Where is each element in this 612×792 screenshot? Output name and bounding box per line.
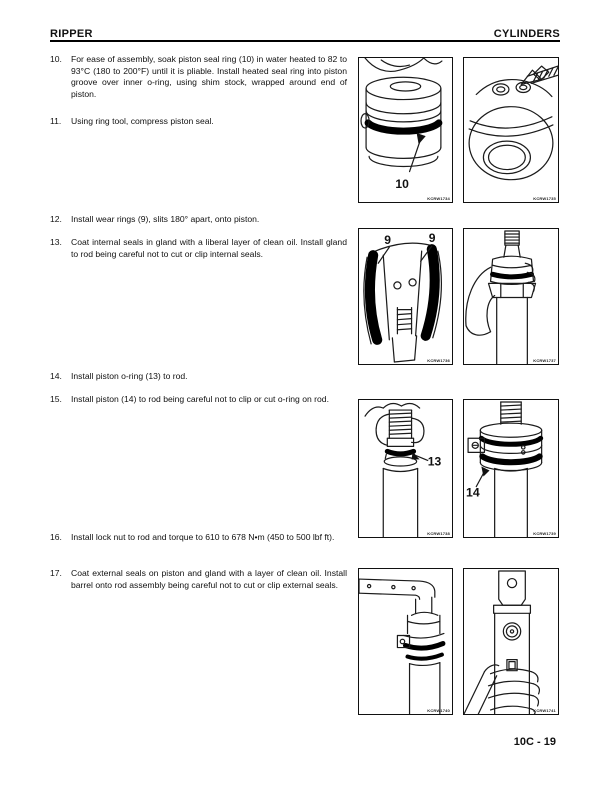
figure-caption: KCRW1737 xyxy=(533,358,556,363)
instruction-step-16 xyxy=(50,532,347,544)
callout-label: 14 xyxy=(466,485,480,500)
figure-frame-8 xyxy=(463,568,559,715)
figure-frame-5 xyxy=(358,399,453,538)
step-number: 13. xyxy=(50,237,62,247)
figure-frame-7 xyxy=(358,568,453,715)
step-text: Coat external seals on piston and gland with a layer of clean oil. Install barrel onto rod assembly being careful not to cut or clip external seals. xyxy=(71,568,347,590)
gland-install-illustration xyxy=(464,229,558,364)
instruction-step-12 xyxy=(50,214,347,226)
figure-frame-6 xyxy=(463,399,559,538)
step-text: Install wear rings (9), slits 180° apart, onto piston. xyxy=(71,214,260,224)
figure-caption: KCRW1734 xyxy=(427,196,450,201)
piston-seal-ring-illustration xyxy=(359,58,452,202)
callout-label: 9 xyxy=(428,231,436,246)
instruction-step-13 xyxy=(50,237,347,260)
o-ring-install-illustration xyxy=(359,400,452,537)
figure-caption: KCRW1736 xyxy=(427,358,450,363)
step-text: Install lock nut to rod and torque to 610 to 678 N•m (450 to 500 lbf ft). xyxy=(71,532,335,542)
step-number: 14. xyxy=(50,371,62,381)
step-number: 16. xyxy=(50,532,62,542)
instruction-step-11 xyxy=(50,116,347,128)
header-section-left: RIPPER xyxy=(50,28,93,40)
step-text: Using ring tool, compress piston seal. xyxy=(71,116,214,126)
instruction-step-15 xyxy=(50,394,347,406)
instruction-step-17 xyxy=(50,568,347,591)
page-number: 10C - 19 xyxy=(513,736,556,748)
step-text: Install piston (14) to rod being careful not to clip or cut o-ring on rod. xyxy=(71,394,329,404)
figure-caption: KCRW1741 xyxy=(533,708,556,713)
figure-caption: KCRW1735 xyxy=(533,196,556,201)
header-rule xyxy=(50,40,560,42)
step-number: 15. xyxy=(50,394,62,404)
figure-frame-3 xyxy=(358,228,453,365)
step-number: 17. xyxy=(50,568,62,578)
figure-caption: KCRW1739 xyxy=(533,531,556,536)
figure-frame-1 xyxy=(358,57,453,203)
instruction-step-10 xyxy=(50,54,347,100)
barrel-install-illustration xyxy=(464,569,558,714)
ring-tool-illustration xyxy=(464,58,558,202)
callout-label: 13 xyxy=(427,454,442,469)
piston-install-illustration xyxy=(464,400,558,537)
step-text: Coat internal seals in gland with a liberal layer of clean oil. Install gland to rod being careful not to cut or clip internal seals. xyxy=(71,237,347,259)
step-number: 11. xyxy=(50,116,62,126)
callout-label: 9 xyxy=(384,233,392,248)
header-section-right: CYLINDERS xyxy=(493,28,560,40)
figure-caption: KCRW1740 xyxy=(427,708,450,713)
callout-label: 10 xyxy=(395,176,409,191)
step-text: Install piston o-ring (13) to rod. xyxy=(71,371,188,381)
figure-frame-2 xyxy=(463,57,559,203)
figure-frame-4 xyxy=(463,228,559,365)
instruction-step-14 xyxy=(50,371,347,383)
step-text: For ease of assembly, soak piston seal ring (10) in water heated to 82 to 93°C (180 to 200°F) until it is pliable. Install heated seal ring into piston groove over inner o-ring, using shim stock, wrapped around end of piston. xyxy=(71,54,347,99)
lock-nut-torque-illustration xyxy=(359,569,452,714)
figure-caption: KCRW1738 xyxy=(427,531,450,536)
step-number: 12. xyxy=(50,214,62,224)
step-number: 10. xyxy=(50,54,62,64)
wear-rings-illustration xyxy=(359,229,452,364)
